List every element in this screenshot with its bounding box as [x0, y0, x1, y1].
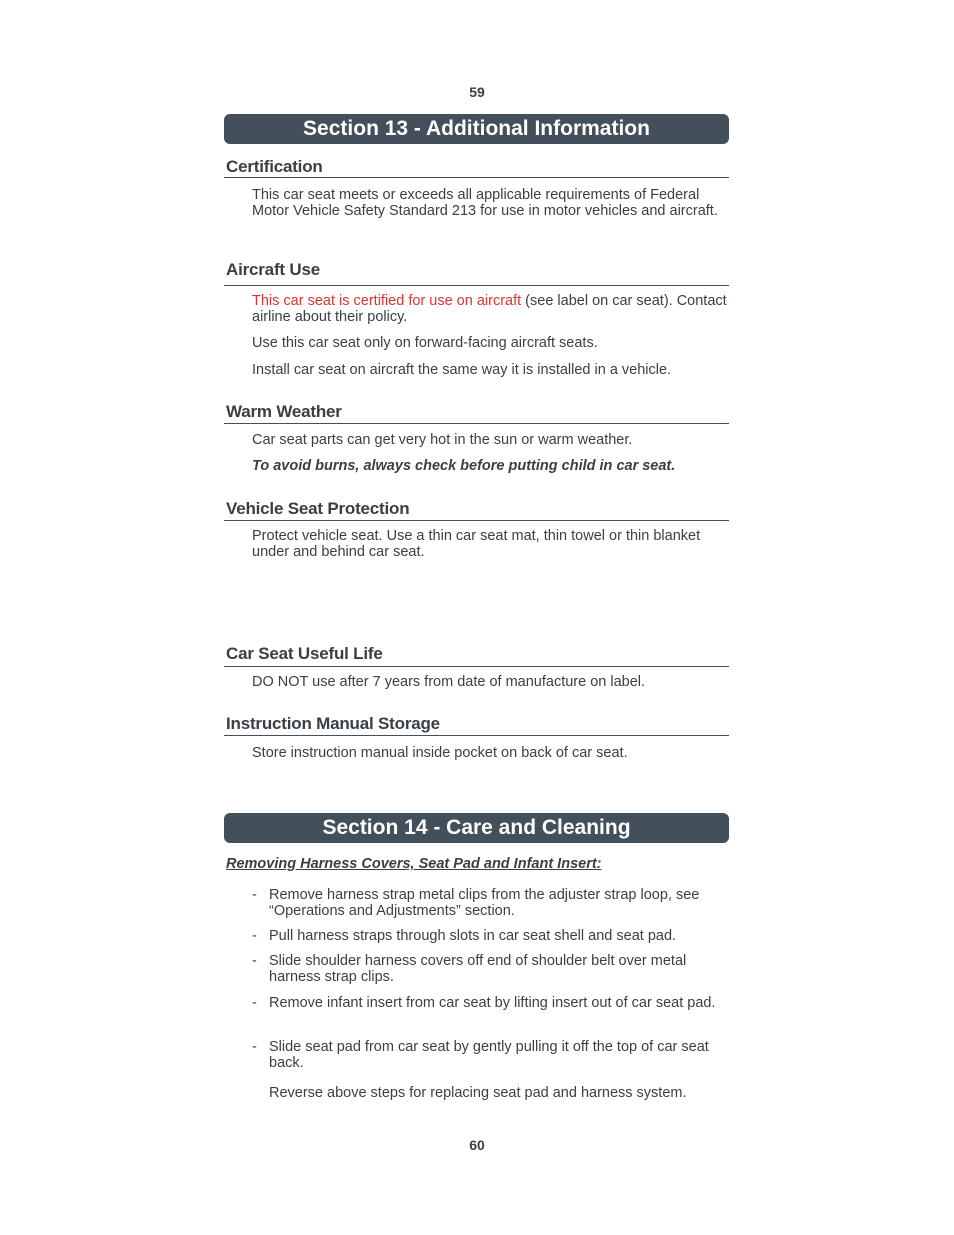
aircraft-text-1-rest: (see label on car seat). Contact airline about their policy. — [252, 293, 727, 325]
page-number-top: 59 — [469, 84, 485, 100]
aircraft-text-1 — [252, 293, 732, 325]
step-2-text: Pull harness straps through slots in car seat shell and seat pad. — [269, 928, 677, 944]
warm-weather-text-1: Car seat parts can get very hot in the sun or warm weather. — [252, 432, 633, 448]
aircraft-text-3: Install car seat on aircraft the same way it is installed in a vehicle. — [252, 362, 672, 378]
aircraft-rule — [224, 285, 729, 286]
section-13-banner: Section 13 - Additional Information — [224, 114, 729, 144]
useful-life-rule — [224, 666, 729, 667]
certification-rule — [224, 177, 729, 178]
step-1-dash: - — [252, 887, 257, 903]
section-14-banner: Section 14 - Care and Cleaning — [224, 813, 729, 843]
aircraft-heading: Aircraft Use — [226, 260, 320, 279]
useful-life-text: DO NOT use after 7 years from date of manufacture on label. — [252, 674, 646, 690]
step-1-text: Remove harness strap metal clips from the adjuster strap loop, see “Operations and Adjustments” section. — [269, 887, 700, 919]
warm-weather-heading: Warm Weather — [226, 402, 342, 421]
useful-life-heading: Car Seat Useful Life — [226, 644, 383, 663]
certification-heading: Certification — [226, 157, 323, 176]
step-5-text: Slide seat pad from car seat by gently pulling it off the top of car seat back. — [269, 1039, 709, 1071]
warm-weather-rule — [224, 423, 729, 424]
vehicle-seat-text: Protect vehicle seat. Use a thin car seat mat, thin towel or thin blanket under and behind car seat. — [252, 528, 701, 560]
warm-weather-warning: To avoid burns, always check before putting child in car seat. — [252, 458, 676, 474]
aircraft-certified-notice: This car seat is certified for use on aircraft — [252, 293, 522, 309]
page-number-bottom: 60 — [469, 1137, 485, 1153]
removal-subheading: Removing Harness Covers, Seat Pad and Infant Insert: — [226, 856, 602, 872]
step-4-dash: - — [252, 995, 257, 1011]
manual-storage-rule — [224, 735, 729, 736]
manual-storage-text: Store instruction manual inside pocket on back of car seat. — [252, 745, 628, 761]
step-5-dash: - — [252, 1039, 257, 1055]
certification-text: This car seat meets or exceeds all applicable requirements of Federal Motor Vehicle Safety Standard 213 for use in motor vehicles and aircraft. — [252, 187, 718, 219]
step-2-dash: - — [252, 928, 257, 944]
aircraft-text-2: Use this car seat only on forward-facing aircraft seats. — [252, 335, 598, 351]
vehicle-seat-heading: Vehicle Seat Protection — [226, 499, 410, 518]
manual-storage-heading: Instruction Manual Storage — [226, 714, 440, 733]
step-4-text: Remove infant insert from car seat by lifting insert out of car seat pad. — [269, 995, 716, 1011]
vehicle-seat-rule — [224, 520, 729, 521]
step-3-dash: - — [252, 953, 257, 969]
step-3-text: Slide shoulder harness covers off end of shoulder belt over metal harness strap clips. — [269, 953, 687, 985]
closing-text: Reverse above steps for replacing seat pad and harness system. — [269, 1085, 687, 1101]
